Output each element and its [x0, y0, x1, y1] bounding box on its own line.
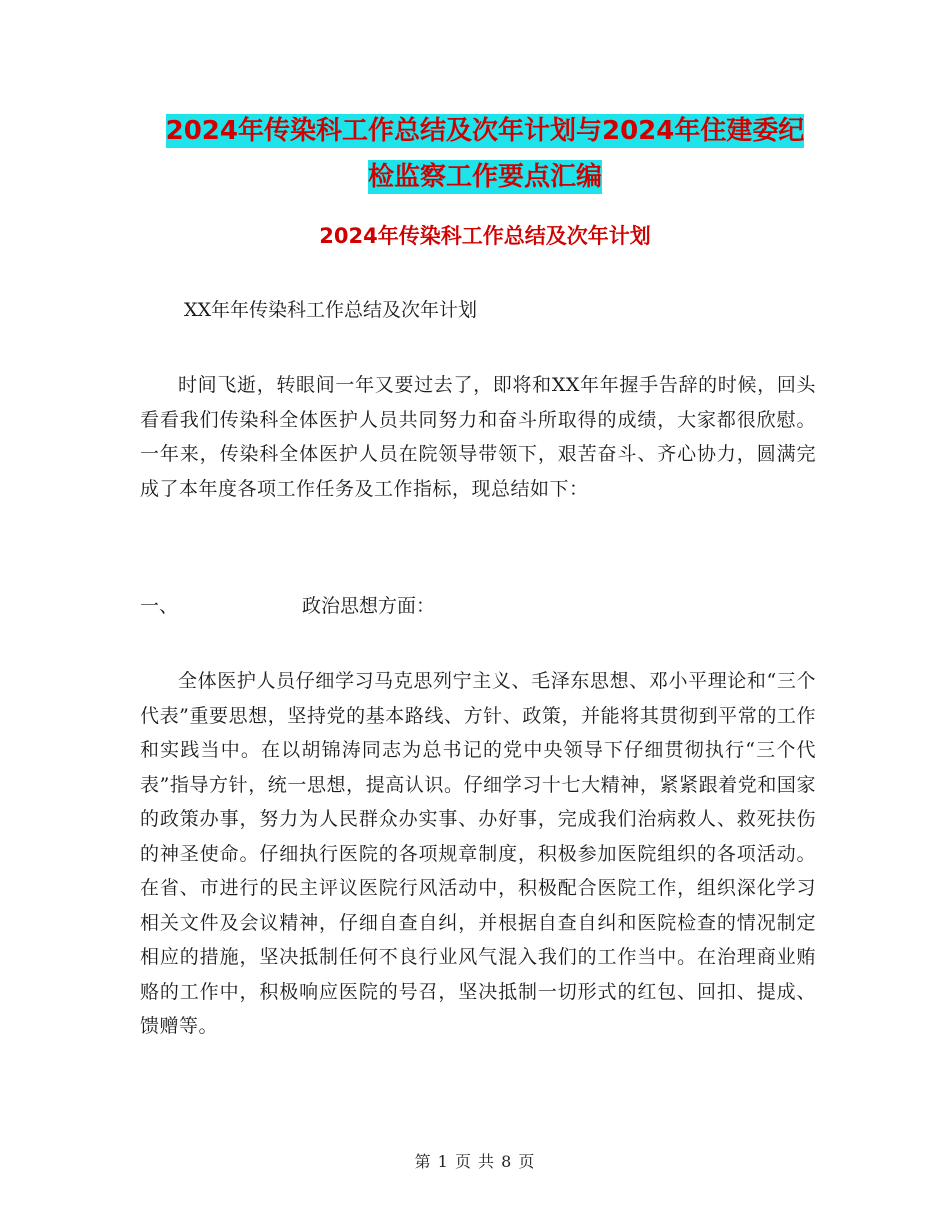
heading-text: 政治思想方面： — [302, 595, 436, 617]
page-footer: 第 1 页 共 8 页 — [414, 1152, 536, 1171]
document-title — [140, 108, 830, 200]
heading-number: 一、 — [140, 595, 179, 617]
section-title: 2024年传染科工作总结及次年计划 — [319, 224, 651, 248]
paragraph-intro: 时间飞逝，转眼间一年又要过去了，即将和XX年年握手告辞的时候，回头看看我们传染科全体医护人员共同努力和奋斗所取得的成绩，大家都很欣慰。一年来，传染科全体医护人员在院领导带领下，艰苦奋斗、齐心协力，圆满完成了本年度各项工作任务及工作指标，现总结如下： — [140, 374, 816, 500]
document-title-line1: 2024年传染科工作总结及次年计划与2024年住建委纪 — [165, 116, 805, 146]
document-subtitle: XX年年传染科工作总结及次年计划 — [184, 299, 478, 321]
document-title-line2: 检监察工作要点汇编 — [367, 162, 602, 192]
paragraph-political-thought: 全体医护人员仔细学习马克思列宁主义、毛泽东思想、邓小平理论和“三个代表”重要思想，坚持党的基本路线、方针、政策，并能将其贯彻到平常的工作和实践当中。在以胡锦涛同志为总书记的党中央领导下仔细贯彻执行“三个代表”指导方针，统一思想，提高认识。仔细学习十七大精神，紧紧跟着党和国家的政策办事，努力为人民群众办实事、办好事，完成我们治病救人、救死扶伤的神圣使命。仔细执行医院的各项规章制度，积极参加医院组织的各项活动。在省、市进行的民主评议医院行风活动中，积极配合医院工作，组织深化学习相关文件及会议精神，仔细自查自纠，并根据自查自纠和医院检查的情况制定相应的措施，坚决抵制任何不良行业风气混入我们的工作当中。在治理商业贿赂的工作中，积极响应医院的号召，坚决抵制一切形式的红包、回扣、提成、馈赠等。 — [140, 670, 816, 1037]
